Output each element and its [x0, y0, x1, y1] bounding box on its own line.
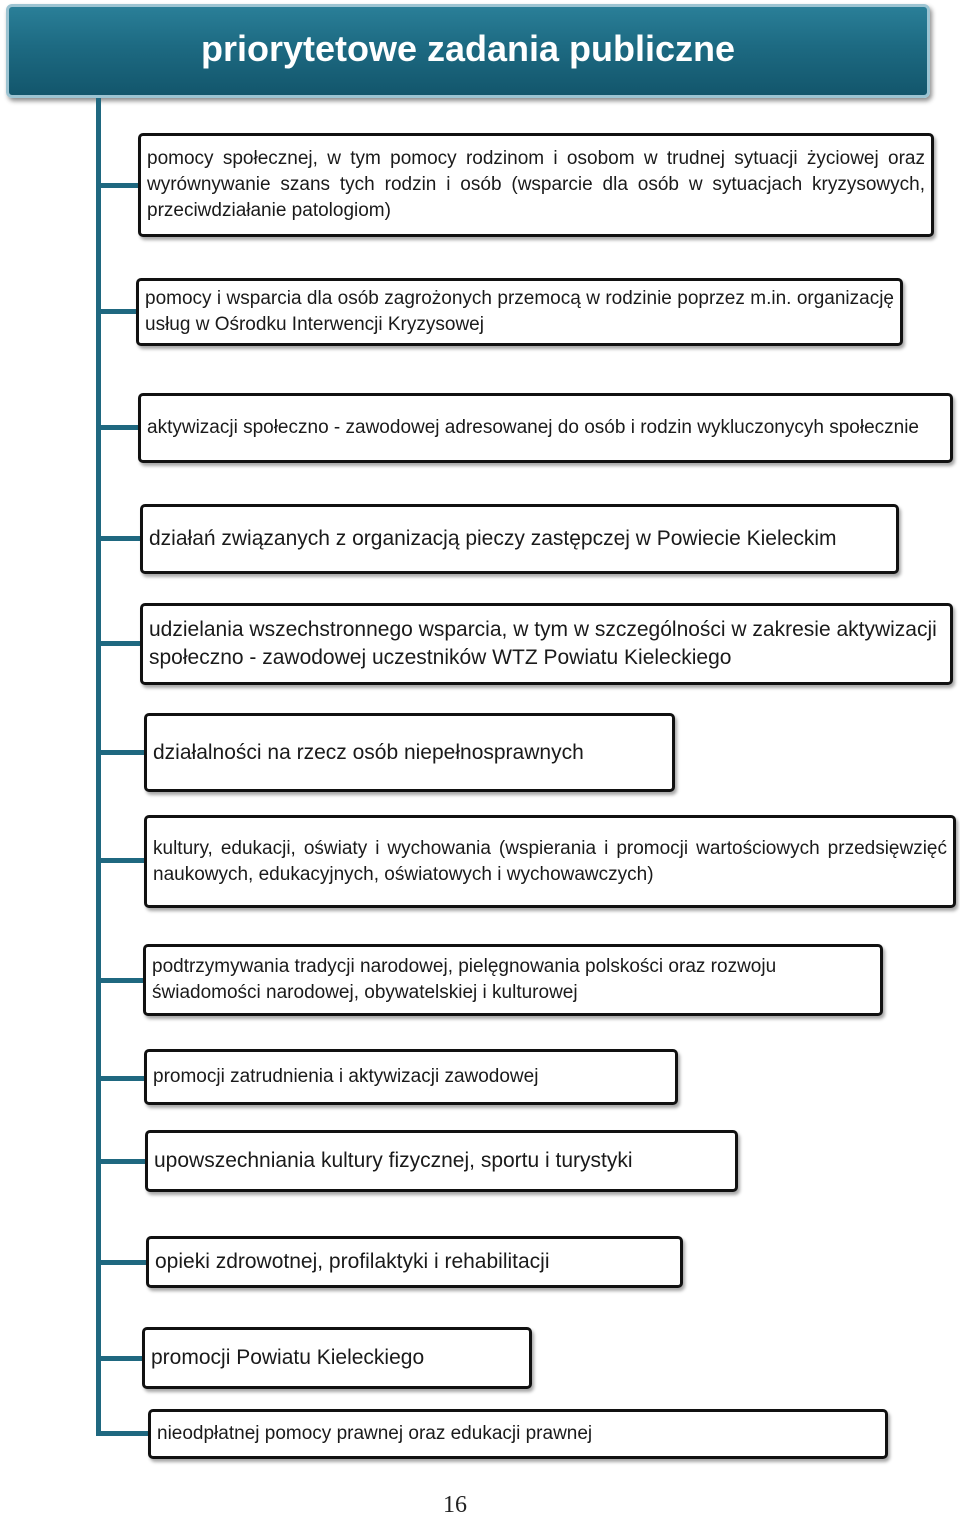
- task-text-5: udzielania wszechstronnego wsparcia, w tym w szczególności w zakresie aktywizacji społeczno - zawodowej uczestników WTZ Powiatu Kieleckiego: [149, 618, 937, 669]
- task-box-10: [145, 1130, 738, 1192]
- task-box-7: [144, 815, 956, 908]
- connector-branch-9: [96, 1076, 146, 1081]
- task-text-7: kultury, edukacji, oświaty i wychowania (wspierania i promocji wartościowych przedsięwzięć naukowych, edukacyjnych, oświatowych i wychowawczych): [153, 837, 947, 885]
- connector-branch-1: [96, 183, 138, 188]
- connector-branch-10: [96, 1159, 146, 1164]
- connector-branch-12: [96, 1356, 146, 1361]
- task-box-5: [140, 603, 953, 685]
- task-text-1: pomocy społecznej, w tym pomocy rodzinom i osobom w trudnej sytuacji życiowej oraz wyrównywanie szans tych rodzin i osób (wsparcie dla osób w sytuacjach kryzysowych, przeciwdziałanie patologiom): [147, 148, 925, 221]
- title-banner: [6, 4, 930, 98]
- task-box-11: [146, 1236, 683, 1288]
- task-box-2: [136, 278, 903, 346]
- connector-branch-5: [96, 641, 142, 646]
- connector-branch-11: [96, 1260, 146, 1265]
- connector-trunk: [96, 98, 101, 1436]
- task-text-3: aktywizacji społeczno - zawodowej adresowanej do osób i rodzin wykluczonycyh społecznie: [147, 417, 919, 438]
- task-text-11: opieki zdrowotnej, profilaktyki i rehabilitacji: [155, 1250, 550, 1273]
- task-text-6: działalności na rzecz osób niepełnosprawnych: [153, 740, 584, 764]
- task-box-8: [143, 944, 883, 1016]
- task-box-9: [144, 1049, 678, 1105]
- task-box-6: [144, 713, 675, 792]
- task-box-1: [138, 133, 934, 237]
- task-text-9: promocji zatrudnienia i aktywizacji zawodowej: [153, 1066, 539, 1087]
- connector-branch-7: [96, 858, 146, 863]
- connector-branch-3: [96, 425, 138, 430]
- task-text-12: promocji Powiatu Kieleckiego: [151, 1346, 425, 1369]
- task-text-13: nieodpłatnej pomocy prawnej oraz edukacji prawnej: [157, 1423, 593, 1444]
- connector-branch-2: [96, 309, 136, 314]
- task-box-12: [142, 1327, 532, 1389]
- connector-branch-8: [96, 978, 144, 983]
- connector-branch-4: [96, 536, 142, 541]
- task-text-10: upowszechniania kultury fizycznej, sportu i turystyki: [154, 1149, 633, 1172]
- page-title: priorytetowe zadania publiczne: [200, 28, 736, 69]
- task-text-4: działań związanych z organizacją pieczy zastępczej w Powiecie Kieleckim: [149, 527, 837, 550]
- task-text-2: pomocy i wsparcia dla osób zagrożonych przemocą w rodzinie poprzez m.in. organizację usług w Ośrodku Interwencji Kryzysowej: [145, 288, 894, 335]
- connector-branch-13: [96, 1431, 150, 1436]
- connector-branch-6: [96, 750, 146, 755]
- task-box-4: [140, 504, 899, 574]
- page-number: 16: [443, 1492, 467, 1518]
- task-box-3: [138, 393, 953, 463]
- task-text-8: podtrzymywania tradycji narodowej, pielęgnowania polskości oraz rozwoju świadomości narodowej, obywatelskiej i kulturowej: [152, 956, 777, 1003]
- task-box-13: [148, 1409, 888, 1459]
